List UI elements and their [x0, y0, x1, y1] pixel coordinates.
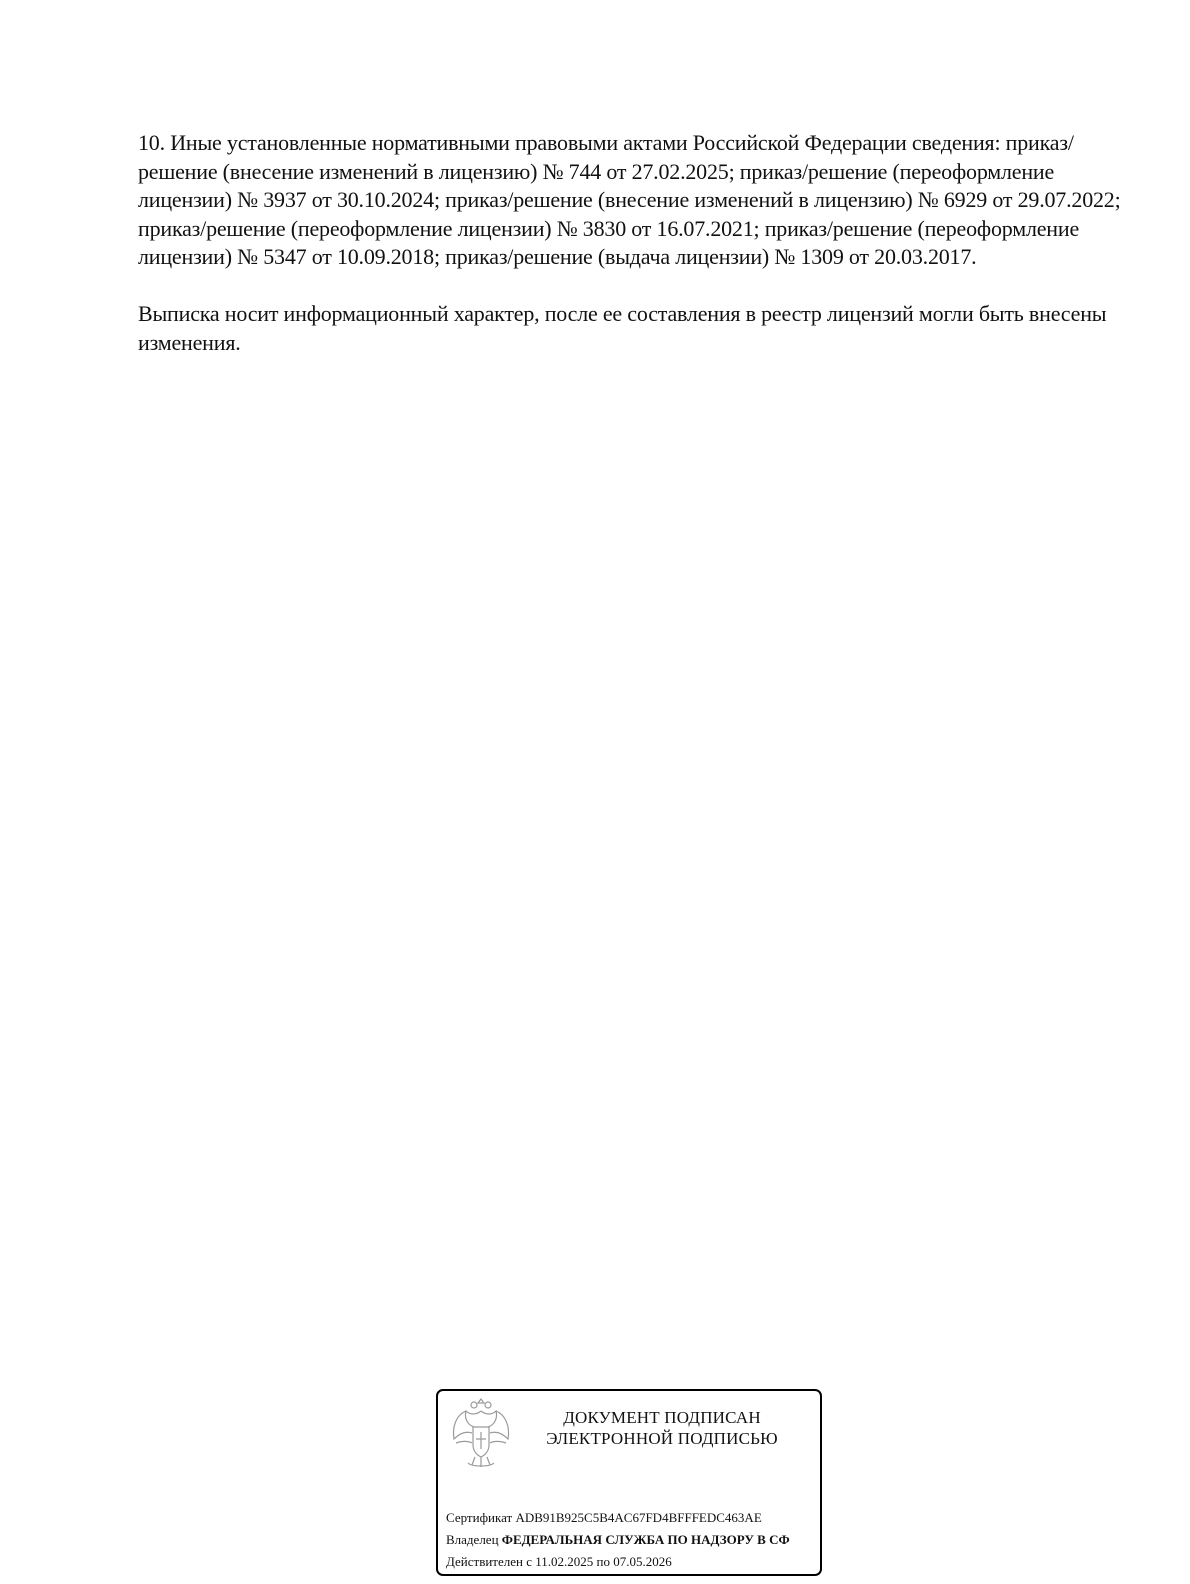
certificate-row [446, 1507, 790, 1529]
owner-row [446, 1529, 790, 1551]
stamp-heading-line-1: ДОКУМЕНТ ПОДПИСАН [563, 1408, 761, 1427]
certificate-label: Сертификат [446, 1510, 513, 1525]
electronic-signature-stamp [436, 1389, 822, 1576]
owner-label: Владелец [446, 1532, 499, 1547]
paragraph-other-info: 10. Иные установленные нормативными правовыми актами Российской Федерации сведения: приказ/решение (внесение изменений в лицензию) № 744 от 27.02.2025; приказ/решение (переоформление лицензии) № 3937 от 30.10.2024; приказ/решение (внесение изменений в лицензию) № 6929 от 29.07.2022; приказ/решение (переоформление лицензии) № 3830 от 16.07.2021; приказ/решение (переоформление лицензии) № 5347 от 10.09.2018; приказ/решение (выдача лицензии) № 1309 от 20.03.2017. [138, 130, 1121, 270]
coat-of-arms-emblem-icon [448, 1397, 514, 1469]
validity-value: с 11.02.2025 по 07.05.2026 [526, 1554, 672, 1569]
owner-value: ФЕДЕРАЛЬНАЯ СЛУЖБА ПО НАДЗОРУ В СФ [501, 1532, 790, 1547]
validity-label: Действителен [446, 1554, 523, 1569]
stamp-heading [528, 1407, 796, 1449]
paragraph-disclaimer: Выписка носит информационный характер, после ее составления в реестр лицензий могли быть внесены изменения. [138, 300, 1107, 355]
stamp-details [446, 1507, 790, 1573]
document-body [138, 129, 1128, 357]
certificate-value: ADB91B925C5B4AC67FD4BFFFEDC463AE [515, 1510, 762, 1525]
stamp-heading-line-2: ЭЛЕКТРОННОЙ ПОДПИСЬЮ [546, 1429, 778, 1448]
validity-row [446, 1551, 790, 1573]
